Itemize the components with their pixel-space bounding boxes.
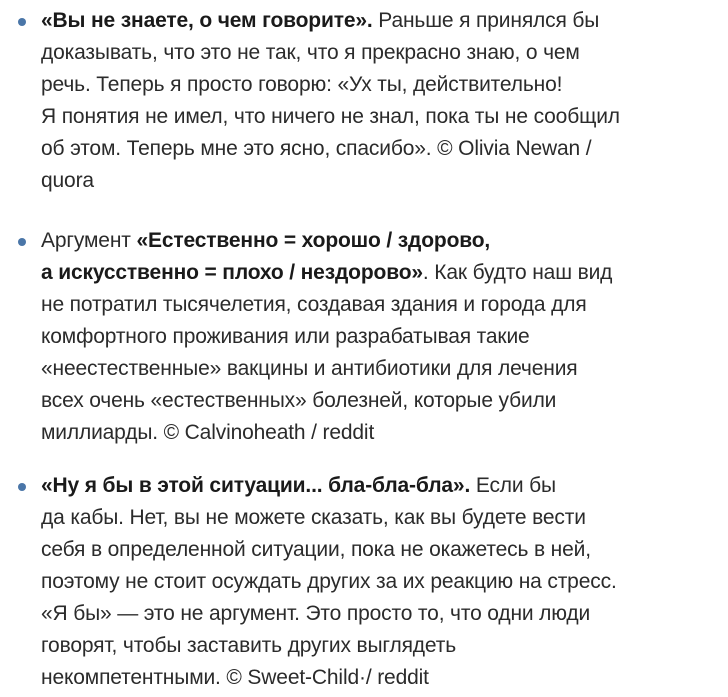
text-run: не потратил тысячелетия, создавая здания и города для (41, 293, 587, 316)
text-run: говорят, чтобы заставить других выглядеть (41, 634, 456, 657)
text-line (41, 321, 721, 353)
text-line (41, 289, 721, 321)
text-run: доказывать, что это не так, что я прекрасно знаю, о чем (41, 41, 580, 64)
text-line (41, 385, 721, 417)
text-run: миллиарды. © Calvinoheath / reddit (41, 421, 375, 444)
bold-phrase: «Ну я бы в этой ситуации... бла-бла-бла». (41, 474, 471, 497)
text-line (41, 534, 721, 566)
text-run: «Я бы» — это не аргумент. Это просто то, что одни люди (41, 602, 591, 625)
text-line (41, 662, 721, 694)
bold-phrase: «Естественно = хорошо / здорово, (136, 229, 491, 252)
text-line (41, 353, 721, 385)
bullet-icon (18, 238, 26, 246)
text-run: да кабы. Нет, вы не можете сказать, как вы будете вести (41, 506, 586, 529)
text-run: об этом. Теперь мне это ясно, спасибо». © Olivia Newan / (41, 137, 592, 160)
text-run: quora (41, 169, 94, 192)
list-item-text (41, 470, 721, 694)
text-line (41, 225, 721, 257)
bold-phrase: «Вы не знаете, о чем говорите». (41, 9, 373, 32)
bullet-icon (18, 483, 26, 491)
text-run: комфортного проживания или разрабатывая такие (41, 325, 530, 348)
text-run: поэтому не стоит осуждать других за их реакцию на стресс. (41, 570, 617, 593)
text-run: . Как будто наш вид (422, 261, 613, 284)
text-run: Если бы (470, 474, 556, 497)
text-line (41, 69, 721, 101)
text-line (41, 101, 721, 133)
text-run: Я понятия не имел, что ничего не знал, пока ты не сообщил (41, 105, 620, 128)
text-run: «неестественные» вакцины и антибиотики для лечения (41, 357, 578, 380)
text-line (41, 5, 721, 37)
text-run: всех очень «естественных» болезней, которые убили (41, 389, 557, 412)
text-line (41, 37, 721, 69)
text-line (41, 502, 721, 534)
bold-phrase: а искусственно = плохо / нездорово» (41, 261, 423, 284)
text-line (41, 598, 721, 630)
text-line (41, 470, 721, 502)
text-line (41, 630, 721, 662)
text-line (41, 417, 721, 449)
text-run: себя в определенной ситуации, пока не окажетесь в ней, (41, 538, 591, 561)
bullet-icon (18, 18, 26, 26)
text-run: речь. Теперь я просто говорю: «Ух ты, действительно! (41, 73, 563, 96)
list-item-text (41, 225, 721, 449)
text-line (41, 165, 721, 197)
text-line (41, 133, 721, 165)
text-run: некомпетентными. © Sweet-Child·/ reddit (41, 666, 429, 689)
list-item-text (41, 5, 721, 197)
text-line (41, 257, 721, 289)
text-run: Раньше я принялся бы (372, 9, 600, 32)
text-run: Аргумент (41, 229, 137, 252)
text-line (41, 566, 721, 598)
